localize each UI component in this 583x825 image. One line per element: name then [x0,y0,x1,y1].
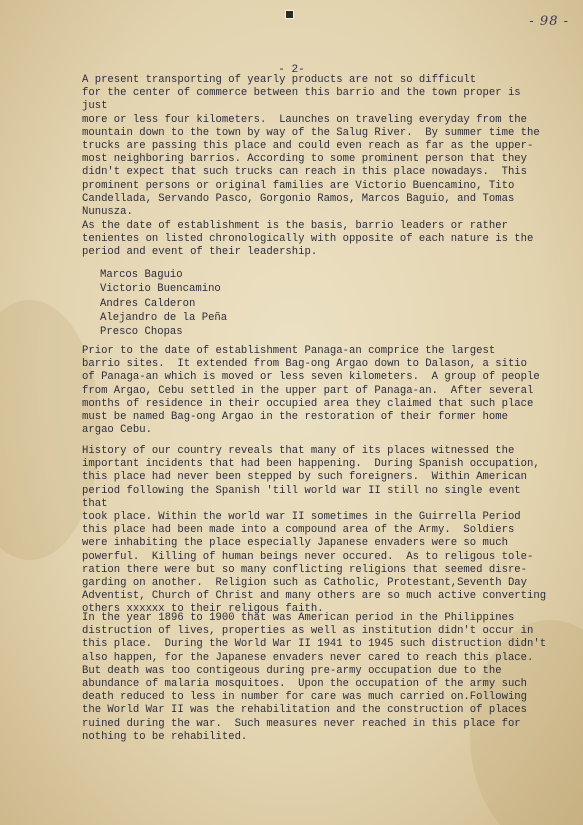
paragraph-transport: A present transporting of yearly products are not so difficult for the center of commerce between this barrio and the town proper is just more or less four kilometers. Launches on traveling everyday from the mountain down to the town by way of the Salug River. By summer time the trucks are passing this place and could even reach as far as the upper- most neighboring barrios. According to some prominent person that they didn't expect that such trucks can reach in this place nowadays. This prominent persons or original families are Victorio Buencamino, Tito Candellada, Servando Pasco, Gorgonio Ramos, Marcos Baguio, and Tomas Nunusza. [82,74,540,219]
binder-hole-icon [285,10,294,19]
leader-name: Victorio Buencamino [100,283,221,296]
paragraph-establishment: Prior to the date of establishment Panaga-an comprice the largest barrio sites. It extended from Bag-ong Argao down to Dalason, a sitio of Panaga-an which is moved or less seven kilometers. A group of people from Argao, Cebu settled in the upper part of Panaga-an. After several months of residence in their occupied area they claimed that such place must be named Bag-ong Argao in the restoration of their former home argao Cebu. [82,345,540,437]
paragraph-history: History of our country reveals that many of its places witnessed the important incidents that had been happening. During Spanish occupation, this place had never been stepped by such foreigners. Within American period following the Spanish 'till world war II still no single event that took place. Within the world war II sometimes in the Guirrella Period this place had been made into a compound area of the Army. Soldiers were inhabiting the place especially Japanese envaders were so much powerful. Killing of human beings never occured. As to religous tole- ration there were but so many conflicting religions that seemed disre- garding on another. Religion such as Catholic, Protestant,Seventh Day Adventist, Church of Christ and many others are so much active converting others xxxxxx to their religous faith. [82,445,547,616]
leader-name: Marcos Baguio [100,269,183,281]
handwritten-page-number: - 98 - [529,14,569,29]
paragraph-war-period: In the year 1896 to 1900 that was American period in the Philippines distruction of lives, properties as well as institution didn't occur in this place. During the World War II 1941 to 1945 such distruction didn't also happen, for the Japanese envaders never cared to reach this place. But death was too contigeous during pre-army occupation due to the abundance of malaria mosquitoes. Upon the occupation of the army such death reduced to less in number for care was much carried on.Following the World War II was the rehabilitation and the construction of places ruined during the war. Such measures never reached in this place for nothing to be rehabilited. [82,612,547,743]
paragraph-tenientes: As the date of establishment is the basis, barrio leaders or rather tenientes on listed chronologically with opposite of each nature is the period and event of their leadership. [82,220,534,259]
leader-name: Alejandro de la Peña [100,311,228,324]
leaders-list [100,268,227,339]
page-subnumber: - 2- [278,64,305,76]
leader-name: Presco Chopas [100,326,183,339]
leader-name: Andres Calderon [100,297,196,310]
